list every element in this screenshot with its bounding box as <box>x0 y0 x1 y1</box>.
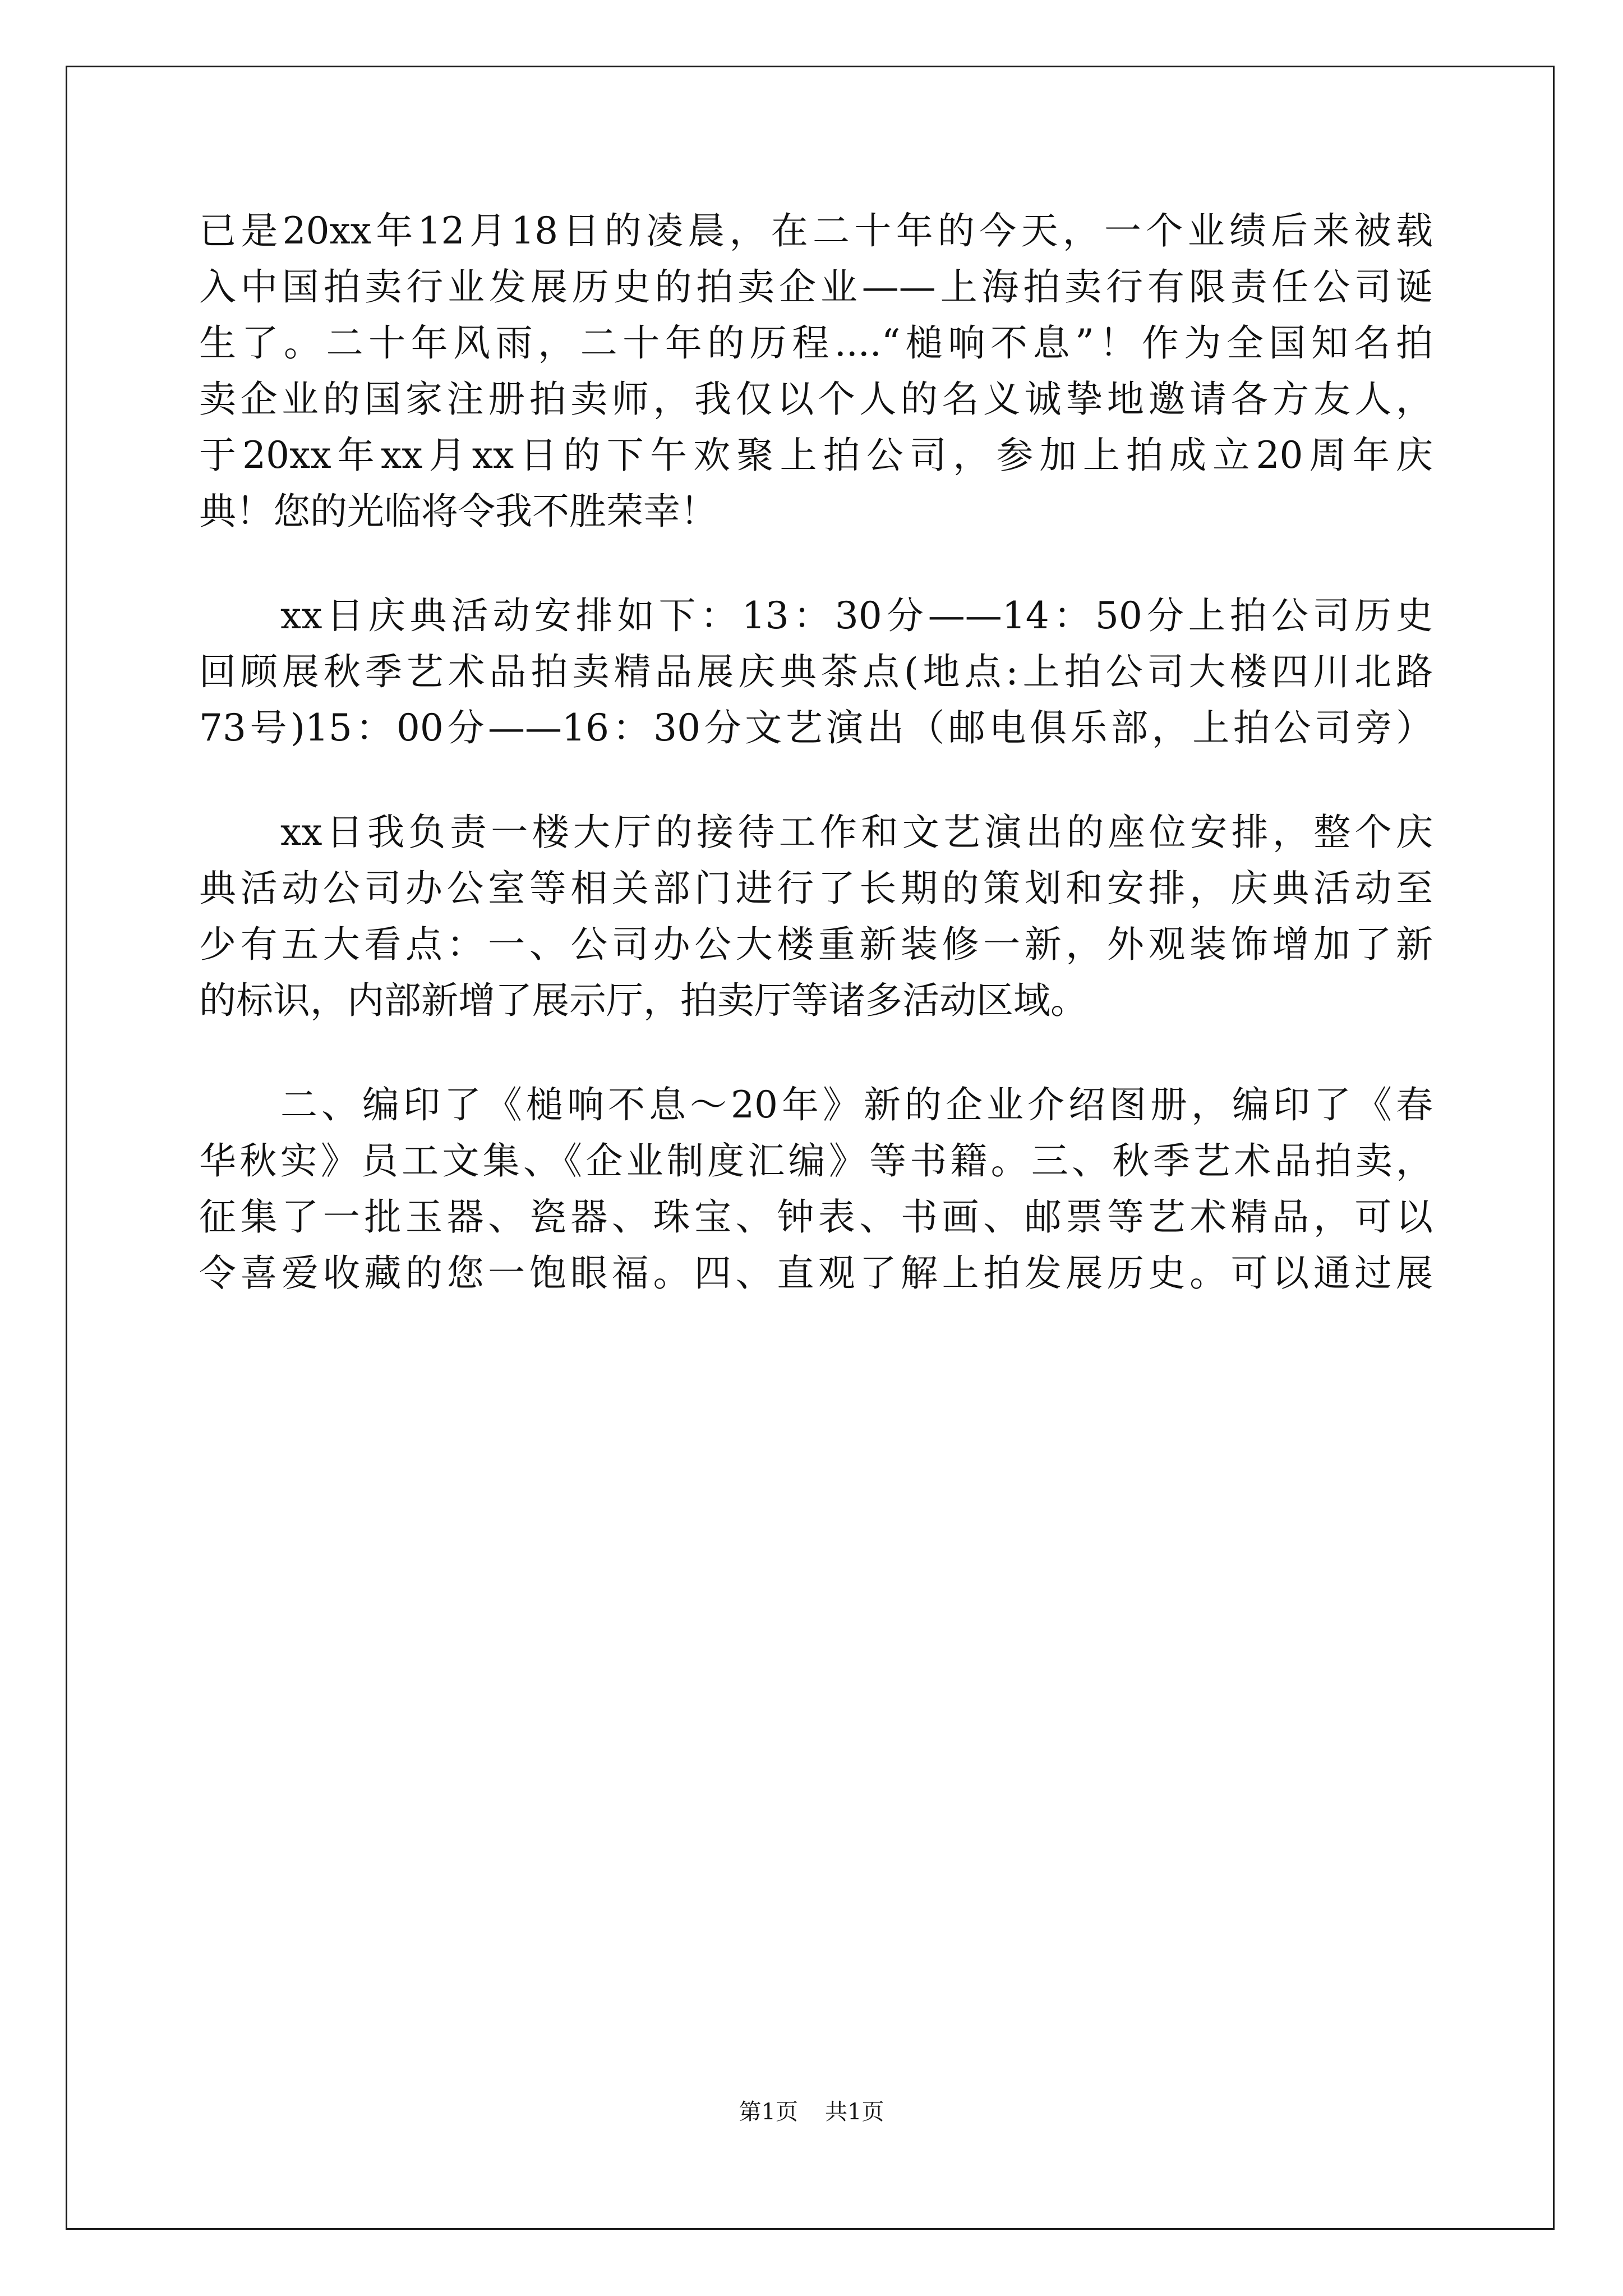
paragraph-gap <box>199 540 1433 588</box>
text-line: 回顾展秋季艺术品拍卖精品展庆典茶点(地点:上拍公司大楼四川北路 <box>199 650 1433 693</box>
paragraph <box>199 588 1433 756</box>
text-line: 卖企业的国家注册拍卖师，我仅以个人的名义诚挚地邀请各方友人， <box>199 378 1433 421</box>
text-line: 生了。二十年风雨，二十年的历程....“槌响不息”！作为全国知名拍 <box>199 321 1433 365</box>
paragraph <box>199 1077 1433 1301</box>
text-line: 73号)15：00分——16：30分文艺演出（邮电俱乐部，上拍公司旁） <box>199 706 1433 749</box>
text-line: 征集了一批玉器、瓷器、珠宝、钟表、书画、邮票等艺术精品，可以 <box>199 1195 1433 1239</box>
paragraph <box>199 203 1433 540</box>
document-body <box>199 203 1433 1301</box>
page-number: 第1页 <box>739 2099 798 2125</box>
text-line: 典活动公司办公室等相关部门进行了长期的策划和安排，庆典活动至 <box>199 867 1433 910</box>
text-line: 少有五大看点：一、公司办公大楼重新装修一新，外观装饰增加了新 <box>199 923 1433 966</box>
page-total: 共1页 <box>825 2099 884 2125</box>
text-line: 令喜爱收藏的您一饱眼福。四、直观了解上拍发展历史。可以通过展 <box>199 1251 1433 1295</box>
text-line: xx日我负责一楼大厅的接待工作和文艺演出的座位安排，整个庆 <box>280 811 1433 854</box>
text-line: 入中国拍卖行业发展历史的拍卖企业——上海拍卖行有限责任公司诞 <box>199 265 1433 309</box>
paragraph-gap <box>199 1029 1433 1077</box>
paragraph <box>199 804 1433 1029</box>
text-line: 典！您的光临将令我不胜荣幸！ <box>199 490 717 533</box>
text-line: 二、编印了《槌响不息～20年》新的企业介绍图册，编印了《春 <box>280 1083 1433 1126</box>
text-line: 的标识，内部新增了展示厅，拍卖厅等诸多活动区域。 <box>199 979 1087 1022</box>
page-footer <box>0 2095 1623 2129</box>
text-line: xx日庆典活动安排如下：13：30分——14：50分上拍公司历史 <box>280 594 1433 637</box>
paragraph-gap <box>199 756 1433 804</box>
text-line: 于20xx年xx月xx日的下午欢聚上拍公司，参加上拍成立20周年庆 <box>199 434 1433 477</box>
text-line: 已是20xx年12月18日的凌晨，在二十年的今天，一个业绩后来被载 <box>199 209 1433 252</box>
text-line: 华秋实》员工文集、《企业制度汇编》等书籍。三、秋季艺术品拍卖， <box>199 1139 1433 1182</box>
